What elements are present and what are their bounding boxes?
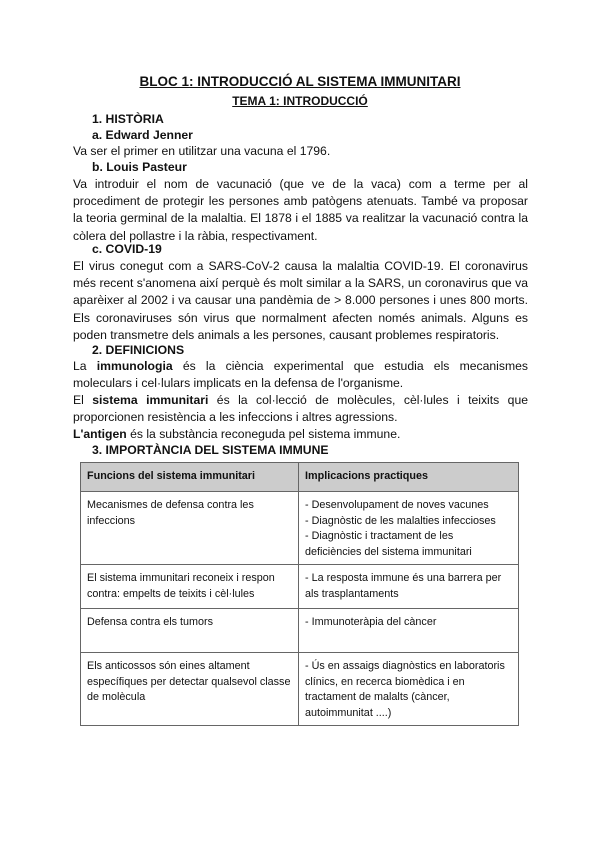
definition-immunologia: La immunologia és la ciència experimental que estudia els mecanismes moleculars i cel·lulars implicats en la defensa de l'organisme. [73, 359, 528, 391]
function-cell: El sistema immunitari reconeix i respon contra: empelts de teixits i cèl·lules [81, 565, 299, 609]
header-implications: Implicacions practiques [299, 463, 519, 492]
implications-cell: - Immunoteràpia del càncer [299, 609, 519, 653]
definition-antigen: L'antigen és la substància reconeguda pel sistema immune. [73, 427, 401, 441]
term-antigen: L'antigen [73, 427, 127, 441]
implications-cell: - La resposta immune és una barrera per als trasplantaments [299, 565, 519, 609]
covid-paragraph: El virus conegut com a SARS-CoV-2 causa la malaltia COVID-19. El coronavirus més recent s'anomena així perquè és molt similar a la SARS, un coronavirus que va aparèixer al 2002 i va causar una pandèmia de > 8.000 persones i unes 800 morts. Els coronaviruses són virus que normalment afecten només animals. Alguns es poden transmetre dels animals a les persones, causant problemes respiratoris. [73, 259, 528, 342]
section-importancia-heading: 3. IMPORTÀNCIA DEL SISTEMA IMMUNE [92, 443, 329, 457]
table-row [81, 565, 519, 609]
subsection-covid-heading: c. COVID-19 [92, 242, 162, 256]
term-immunologia: immunologia [96, 359, 173, 373]
table-row [81, 609, 519, 653]
subsection-jenner-heading: a. Edward Jenner [92, 128, 193, 142]
jenner-paragraph: Va ser el primer en utilitzar una vacuna el 1796. [73, 144, 331, 158]
function-cell: Mecanismes de defensa contra les infeccions [81, 492, 299, 565]
function-cell: Defensa contra els tumors [81, 609, 299, 653]
header-functions: Funcions del sistema immunitari [81, 463, 299, 492]
document-subtitle: TEMA 1: INTRODUCCIÓ [232, 94, 368, 108]
term-sistema-immunitari: sistema immunitari [92, 393, 209, 407]
implications-cell: - Desenvolupament de noves vacunes - Diagnòstic de les malalties infeccioses - Diagnòstic i tractament de les deficiències del sistema immunitari [299, 492, 519, 565]
function-cell: Els anticossos són eines altament específiques per detectar qualsevol classe de molècula [81, 653, 299, 726]
section-definicions-heading: 2. DEFINICIONS [92, 343, 185, 357]
functions-table [80, 462, 519, 726]
section-historia-heading: 1. HISTÒRIA [92, 112, 164, 126]
table-row [81, 653, 519, 726]
document-title: BLOC 1: INTRODUCCIÓ AL SISTEMA IMMUNITARI [139, 74, 461, 89]
table-header-row [81, 463, 519, 492]
definition-sistema-immunitari: El sistema immunitari és la col·lecció de molècules, cèl·lules i teixits que proporcionen resistència a les infeccions i altres agressions. [73, 393, 528, 425]
table-row [81, 492, 519, 565]
implications-cell: - Ús en assaigs diagnòstics en laboratoris clínics, en recerca biomèdica i en tractament de malalts (càncer, autoimmunitat ....) [299, 653, 519, 726]
subsection-pasteur-heading: b. Louis Pasteur [92, 160, 187, 174]
pasteur-paragraph: Va introduir el nom de vacunació (que ve de la vaca) com a terme per al procediment de protegir les persones amb patògens atenuats. També va proposar la teoria germinal de la malaltia. El 1878 i el 1885 va realitzar la vacunació contra la còlera del pollastre i la ràbia, respectivament. [73, 177, 528, 243]
